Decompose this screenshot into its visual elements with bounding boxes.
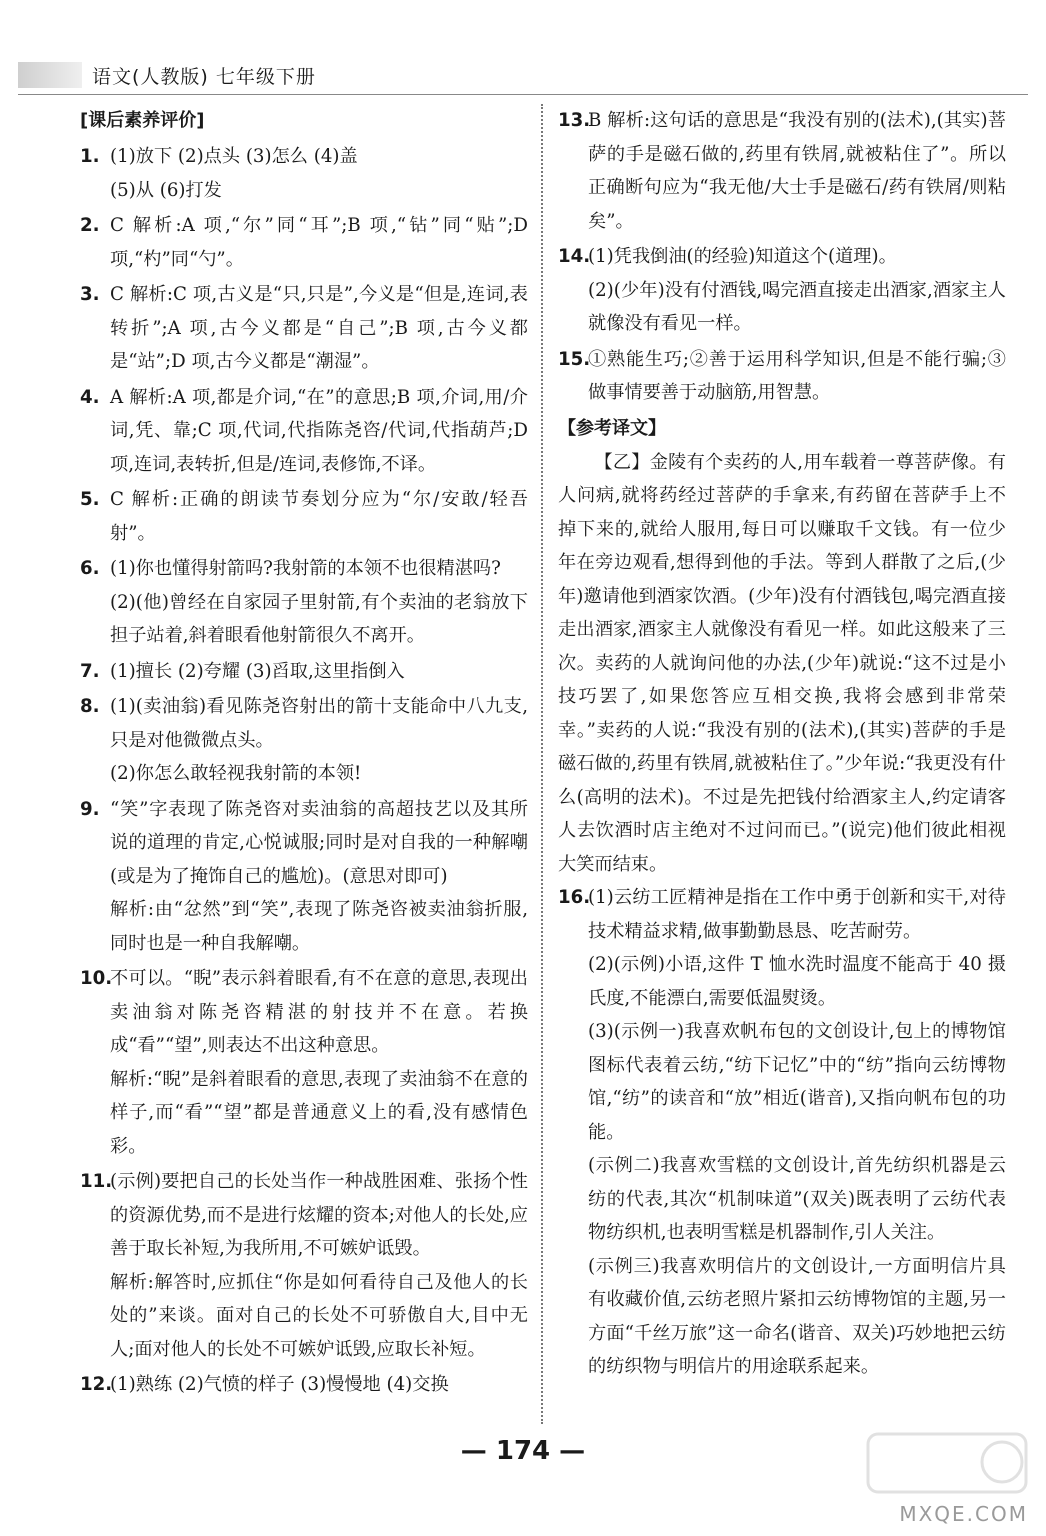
right-question-list — [558, 104, 1006, 410]
answer-line: (示例)要把自己的长处当作一种战胜困难、张扬个性的资源优势,而不是进行炫耀的资本;对他人的长处,应善于取长补短,为我所用,不可嫉妒诋毁。 — [110, 1171, 528, 1259]
question-number: 16. — [558, 887, 591, 908]
question-number: 7. — [80, 660, 100, 682]
answer-line: 解析:“睨”是斜着眼看的意思,表现了卖油翁不在意的样子,而“看”“望”都是普通意义上的看,没有感情色彩。 — [110, 1068, 528, 1157]
answer-line: ①熟能生巧;②善于运用科学知识,但是不能行骗;③做事情要善于动脑筋,用智慧。 — [588, 348, 1006, 403]
answer-line: (3)(示例一)我喜欢帆布包的文创设计,包上的博物馆图标代表着云纺,“纺下记忆”中的“纺”指向云纺博物馆,“纺”的读音和“放”相近(谐音),又指向帆布包的功能。 — [588, 1021, 1006, 1143]
answer-line: (1)放下 (2)点头 (3)怎么 (4)盖 — [110, 146, 358, 167]
question-item — [80, 483, 528, 550]
question-item — [80, 793, 528, 961]
question-number: 6. — [80, 558, 100, 579]
answer-line: “笑”字表现了陈尧咨对卖油翁的高超技艺以及其所说的道理的肯定,心悦诚服;同时是对自我的一种解嘲(或是为了掩饰自己的尴尬)。(意思对即可) — [110, 798, 528, 887]
question-item — [80, 690, 528, 791]
question-number: 15. — [558, 348, 591, 370]
answer-line: (2)你怎么敢轻视我射箭的本领! — [110, 763, 362, 784]
question-item — [80, 1165, 528, 1366]
question-number: 4. — [80, 386, 100, 408]
answer-line: (2)(他)曾经在自家园子里射箭,有个卖油的老翁放下担子站着,斜着眼看他射箭很久不离开。 — [110, 591, 528, 646]
question-item — [80, 1368, 528, 1402]
answer-line: (5)从 (6)打发 — [110, 179, 222, 201]
answer-line: (1)熟练 (2)气愤的样子 (3)慢慢地 (4)交换 — [110, 1374, 449, 1395]
question-item — [80, 140, 528, 207]
answer-line: (1)(卖油翁)看见陈尧咨射出的箭十支能命中八九支,只是对他微微点头。 — [110, 696, 528, 751]
answer-line: (示例三)我喜欢明信片的文创设计,一方面明信片具有收藏价值,云纺老照片紧扣云纺博物馆的主题,另一方面“千丝万旅”这一命名(谐音、双关)巧妙地把云纺的纺织物与明信片的用途联系起来。 — [588, 1255, 1006, 1377]
question-item — [558, 240, 1006, 341]
question-16 — [558, 881, 1006, 1384]
question-item — [80, 381, 528, 482]
answer-line: A 解析:A 项,都是介词,“在”的意思;B 项,介词,用/介词,凭、靠;C 项,代词,代指陈尧咨/代词,代指葫芦;D 项,连词,表转折,但是/连词,表修饰,不译。 — [110, 386, 528, 475]
header-title: 语文(人教版) 七年级下册 — [92, 65, 316, 88]
answer-line: (1)你也懂得射箭吗?我射箭的本领不也很精湛吗? — [110, 558, 501, 579]
question-item — [80, 209, 528, 276]
question-item — [558, 343, 1006, 410]
answer-line: 解析:由“忿然”到“笑”,表现了陈尧咨被卖油翁折服,同时也是一种自我解嘲。 — [110, 899, 528, 954]
question-number: 14. — [558, 246, 591, 267]
answer-line: (1)云纺工匠精神是指在工作中勇于创新和实干,对待技术精益求精,做事勤勤恳恳、吃苦耐劳。 — [588, 887, 1006, 942]
watermark-text: MXQE.COM — [899, 1502, 1028, 1526]
page-header — [18, 58, 316, 92]
question-number: 13. — [558, 110, 591, 131]
question-item — [80, 655, 528, 689]
answer-line: (2)(少年)没有付酒钱,喝完酒直接走出酒家,酒家主人就像没有看见一样。 — [588, 279, 1006, 334]
left-question-list — [80, 140, 528, 1402]
question-item — [558, 104, 1006, 238]
column-divider — [541, 104, 543, 1424]
page-number: — 174 — — [460, 1436, 586, 1466]
answer-line: 解析:解答时,应抓住“你是如何看待自己及他人的长处的”来谈。面对自己的长处不可骄傲自大,目中无人;面对他人的长处不可嫉妒诋毁,应取长补短。 — [110, 1271, 528, 1360]
section-title: [课后素养评价] — [80, 110, 205, 131]
question-number: 12. — [80, 1374, 113, 1395]
question-number: 2. — [80, 215, 100, 236]
answer-line: (示例二)我喜欢雪糕的文创设计,首先纺织机器是云纺的代表,其次“机制味道”(双关)既表明了云纺代表物纺织机,也表明雪糕是机器制作,引人关注。 — [588, 1155, 1006, 1243]
question-item — [80, 278, 528, 379]
header-divider — [18, 94, 1028, 95]
answer-line: C 解析:C 项,古义是“只,只是”,今义是“但是,连词,表转折”;A 项,古今义都是“自己”;B 项,古今义都是“站”;D 项,古今义都是“潮湿”。 — [110, 284, 528, 372]
question-number: 9. — [80, 798, 100, 820]
question-item — [558, 881, 1006, 1384]
question-number: 10. — [80, 968, 113, 989]
answer-line: (1)擅长 (2)夸耀 (3)舀取,这里指倒入 — [110, 660, 405, 682]
answer-line: 不可以。“睨”表示斜着眼看,有不在意的意思,表现出卖油翁对陈尧咨精湛的射技并不在意。若换成“看”“望”,则表达不出这种意思。 — [110, 968, 528, 1056]
answer-line: B 解析:这句话的意思是“我没有别的(法术),(其实)菩萨的手是磁石做的,药里有铁屑,就被粘住了”。所以正确断句应为“我无他/大士手是磁石/药有铁屑/则粘矣”。 — [588, 110, 1006, 232]
question-number: 5. — [80, 489, 100, 510]
reference-translation-title: 【参考译文】 — [558, 417, 666, 439]
question-number: 1. — [80, 146, 100, 167]
answer-line: (1)凭我倒油(的经验)知道这个(道理)。 — [588, 246, 897, 267]
left-column — [80, 104, 528, 1404]
header-decoration — [18, 62, 82, 88]
question-number: 3. — [80, 284, 100, 305]
question-item — [80, 552, 528, 653]
question-number: 8. — [80, 696, 100, 717]
right-column — [558, 104, 1006, 1386]
answer-line: C 解析:A 项,“尔”同“耳”;B 项,“钻”同“贴”;D 项,“杓”同“勺”。 — [110, 215, 528, 270]
question-item — [80, 962, 528, 1163]
answer-line: (2)(示例)小语,这件 T 恤水洗时温度不能高于 40 摄氏度,不能漂白,需要低温熨烫。 — [588, 954, 1006, 1009]
answer-line: C 解析:正确的朗读节奏划分应为“尔/安敢/轻吾射”。 — [110, 489, 528, 544]
reference-translation-body: 【乙】金陵有个卖药的人,用车载着一尊菩萨像。有人问病,就将药经过菩萨的手拿来,有药留在菩萨手上不掉下来的,就给人服用,每日可以赚取千文钱。有一位少年在旁边观看,想得到他的手法。等到人群散了之后,(少年)邀请他到酒家饮酒。(少年)没有付酒钱包,喝完酒直接走出酒家,酒家主人就像没有看见一样。如此这般来了三次。卖药的人就询问他的办法,(少年)就说:“这不过是小技巧罢了,如果您答应互相交换,我将会感到非常荣幸。”卖药的人说:“我没有别的(法术),(其实)菩萨的手是磁石做的,药里有铁屑,就被粘住了。”少年说:“我更没有什么(高明的法术)。不过是先把钱付给酒家主人,约定请客人去饮酒时店主绝对不过问而已。”(说完)他们彼此相视大笑而结束。 — [558, 451, 1006, 875]
question-number: 11. — [80, 1171, 113, 1192]
